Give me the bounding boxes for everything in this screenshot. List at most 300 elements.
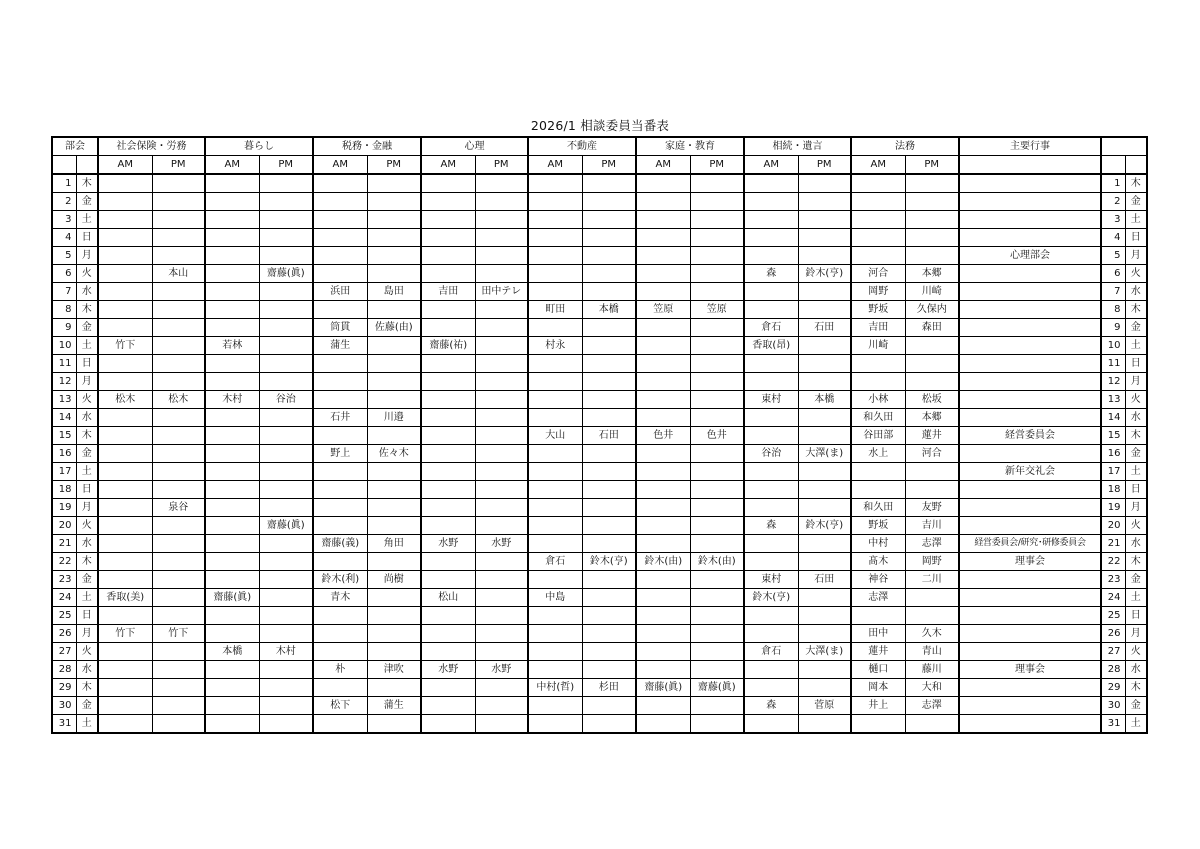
am-duty-cell <box>313 427 367 445</box>
event-cell <box>959 643 1101 661</box>
am-duty-cell <box>636 319 690 337</box>
date-cell-right: 3 <box>1101 211 1125 229</box>
page-title: 2026/1 相談委員当番表 <box>530 118 670 133</box>
pm-duty-cell <box>798 174 851 193</box>
pm-duty-cell <box>582 409 636 427</box>
pm-duty-cell: 久保内 <box>905 301 959 319</box>
pm-duty-cell <box>690 571 744 589</box>
pm-duty-cell: 鈴木(亨) <box>798 517 851 535</box>
date-cell: 3 <box>52 211 76 229</box>
weekday-cell-right: 火 <box>1125 517 1147 535</box>
category-shinri: 心理 <box>421 137 528 156</box>
weekday-cell-right: 日 <box>1125 481 1147 499</box>
date-cell: 27 <box>52 643 76 661</box>
am-duty-cell <box>98 445 152 463</box>
am-duty-cell <box>205 499 259 517</box>
am-duty-cell: 齋藤(眞) <box>205 589 259 607</box>
date-cell-right: 21 <box>1101 535 1125 553</box>
pm-duty-cell <box>475 229 528 247</box>
pm-duty-cell <box>475 445 528 463</box>
event-cell <box>959 481 1101 499</box>
am-duty-cell <box>205 445 259 463</box>
am-duty-cell <box>205 319 259 337</box>
date-cell: 18 <box>52 481 76 499</box>
am-duty-cell <box>744 535 798 553</box>
am-duty-cell <box>744 427 798 445</box>
am-duty-cell <box>851 229 905 247</box>
am-duty-cell: 筒貫 <box>313 319 367 337</box>
am-duty-cell: 吉田 <box>421 283 475 301</box>
am-duty-cell <box>636 517 690 535</box>
am-duty-cell: 蒲生 <box>313 337 367 355</box>
am-duty-cell <box>205 211 259 229</box>
am-duty-cell: 神谷 <box>851 571 905 589</box>
pm-duty-cell <box>798 283 851 301</box>
weekday-cell-right: 金 <box>1125 697 1147 715</box>
pm-duty-cell: 尚樹 <box>367 571 421 589</box>
pm-duty-cell <box>367 553 421 571</box>
am-duty-cell <box>98 481 152 499</box>
pm-duty-cell <box>475 715 528 734</box>
day-row <box>52 625 1147 643</box>
pm-duty-cell <box>582 174 636 193</box>
am-duty-cell <box>851 715 905 734</box>
am-duty-cell: 本橋 <box>205 643 259 661</box>
am-duty-cell: 朴 <box>313 661 367 679</box>
pm-duty-cell <box>367 499 421 517</box>
am-duty-cell <box>744 625 798 643</box>
weekday-cell: 日 <box>76 355 98 373</box>
am-duty-cell <box>98 697 152 715</box>
pm-duty-cell <box>475 553 528 571</box>
pm-duty-cell <box>475 643 528 661</box>
pm-duty-cell <box>367 643 421 661</box>
day-row <box>52 247 1147 265</box>
pm-duty-cell <box>690 319 744 337</box>
event-cell <box>959 373 1101 391</box>
pm-duty-cell <box>259 661 313 679</box>
am-duty-cell <box>205 553 259 571</box>
pm-duty-cell <box>259 679 313 697</box>
am-duty-cell <box>421 697 475 715</box>
am-duty-cell <box>528 211 582 229</box>
am-duty-cell <box>528 174 582 193</box>
weekday-cell: 火 <box>76 265 98 283</box>
am-header: AM <box>205 156 259 175</box>
am-duty-cell: 川崎 <box>851 337 905 355</box>
am-duty-cell <box>636 589 690 607</box>
am-duty-cell <box>528 445 582 463</box>
event-cell <box>959 445 1101 463</box>
date-cell-right: 31 <box>1101 715 1125 734</box>
pm-duty-cell <box>259 715 313 734</box>
pm-duty-cell: 川崎 <box>905 283 959 301</box>
pm-duty-cell <box>475 463 528 481</box>
pm-duty-cell <box>367 265 421 283</box>
am-duty-cell <box>636 499 690 517</box>
pm-duty-cell <box>798 427 851 445</box>
pm-duty-cell <box>259 355 313 373</box>
date-cell-right: 5 <box>1101 247 1125 265</box>
right-blank-header <box>1101 137 1147 156</box>
am-duty-cell <box>98 409 152 427</box>
pm-duty-cell <box>152 283 205 301</box>
date-cell: 25 <box>52 607 76 625</box>
am-duty-cell <box>205 174 259 193</box>
pm-duty-cell <box>259 571 313 589</box>
pm-duty-cell: 志澤 <box>905 535 959 553</box>
day-row <box>52 409 1147 427</box>
date-cell: 13 <box>52 391 76 409</box>
am-duty-cell <box>528 697 582 715</box>
pm-duty-cell <box>367 211 421 229</box>
category-fudosan: 不動産 <box>528 137 636 156</box>
day-row <box>52 589 1147 607</box>
pm-duty-cell <box>152 571 205 589</box>
pm-duty-cell <box>798 715 851 734</box>
pm-duty-cell: 泉谷 <box>152 499 205 517</box>
pm-duty-cell <box>582 391 636 409</box>
pm-duty-cell <box>582 229 636 247</box>
pm-duty-cell <box>582 265 636 283</box>
am-duty-cell: 大山 <box>528 427 582 445</box>
category-sozoku: 相続・遺言 <box>744 137 851 156</box>
am-duty-cell <box>205 283 259 301</box>
date-cell: 12 <box>52 373 76 391</box>
am-duty-cell <box>98 283 152 301</box>
am-duty-cell <box>528 607 582 625</box>
am-duty-cell <box>98 229 152 247</box>
am-duty-cell <box>98 643 152 661</box>
date-cell-right: 17 <box>1101 463 1125 481</box>
pm-duty-cell: 本山 <box>152 265 205 283</box>
pm-duty-cell: 岡野 <box>905 553 959 571</box>
am-duty-cell: 岡本 <box>851 679 905 697</box>
date-cell-right: 24 <box>1101 589 1125 607</box>
am-duty-cell <box>421 643 475 661</box>
event-cell <box>959 174 1101 193</box>
am-duty-cell <box>421 625 475 643</box>
pm-duty-cell <box>152 247 205 265</box>
am-duty-cell <box>421 319 475 337</box>
am-duty-cell <box>421 499 475 517</box>
am-duty-cell <box>205 229 259 247</box>
am-duty-cell <box>313 517 367 535</box>
am-duty-cell: 水野 <box>421 535 475 553</box>
pm-duty-cell <box>259 247 313 265</box>
pm-duty-cell: 久木 <box>905 625 959 643</box>
pm-duty-cell <box>259 535 313 553</box>
am-duty-cell: 井上 <box>851 697 905 715</box>
weekday-cell: 金 <box>76 319 98 337</box>
weekday-cell-right: 金 <box>1125 319 1147 337</box>
am-duty-cell <box>313 193 367 211</box>
event-cell <box>959 679 1101 697</box>
am-duty-cell <box>528 499 582 517</box>
day-row <box>52 193 1147 211</box>
pm-duty-cell <box>367 247 421 265</box>
am-duty-cell <box>205 571 259 589</box>
pm-duty-cell <box>690 373 744 391</box>
bukai-header: 部会 <box>52 137 98 156</box>
date-cell-right: 10 <box>1101 337 1125 355</box>
am-header: AM <box>421 156 475 175</box>
weekday-cell-right: 日 <box>1125 229 1147 247</box>
pm-duty-cell <box>152 715 205 734</box>
am-duty-cell <box>851 607 905 625</box>
weekday-cell: 火 <box>76 517 98 535</box>
am-duty-cell <box>421 391 475 409</box>
pm-duty-cell: 大澤(ま) <box>798 643 851 661</box>
am-duty-cell <box>205 373 259 391</box>
am-duty-cell <box>528 571 582 589</box>
weekday-cell: 木 <box>76 301 98 319</box>
date-cell: 9 <box>52 319 76 337</box>
am-duty-cell <box>744 247 798 265</box>
am-duty-cell: 竹下 <box>98 625 152 643</box>
pm-duty-cell <box>152 517 205 535</box>
am-header: AM <box>851 156 905 175</box>
weekday-cell: 月 <box>76 625 98 643</box>
event-cell <box>959 337 1101 355</box>
day-row <box>52 535 1147 553</box>
am-duty-cell <box>313 715 367 734</box>
am-duty-cell: 森 <box>744 697 798 715</box>
pm-duty-cell: 杉田 <box>582 679 636 697</box>
pm-duty-cell <box>798 499 851 517</box>
pm-duty-cell <box>798 607 851 625</box>
pm-duty-cell <box>475 211 528 229</box>
am-duty-cell: 中村(哲) <box>528 679 582 697</box>
pm-duty-cell <box>690 355 744 373</box>
pm-duty-cell <box>475 697 528 715</box>
event-cell <box>959 499 1101 517</box>
am-duty-cell <box>98 301 152 319</box>
pm-duty-cell: 藤川 <box>905 661 959 679</box>
pm-duty-cell <box>259 319 313 337</box>
pm-duty-cell <box>152 697 205 715</box>
am-duty-cell <box>313 499 367 517</box>
am-duty-cell <box>98 247 152 265</box>
am-duty-cell <box>98 679 152 697</box>
pm-duty-cell <box>690 337 744 355</box>
am-duty-cell: 齋藤(祐) <box>421 337 475 355</box>
pm-duty-cell <box>582 355 636 373</box>
date-cell: 6 <box>52 265 76 283</box>
pm-duty-cell: 本橋 <box>582 301 636 319</box>
am-duty-cell <box>636 643 690 661</box>
pm-duty-cell <box>475 337 528 355</box>
am-duty-cell: 齋藤(眞) <box>636 679 690 697</box>
pm-duty-cell <box>152 589 205 607</box>
pm-duty-cell: 角田 <box>367 535 421 553</box>
am-duty-cell <box>421 193 475 211</box>
date-cell-right: 20 <box>1101 517 1125 535</box>
day-row <box>52 174 1147 193</box>
am-duty-cell <box>636 355 690 373</box>
am-duty-cell <box>313 607 367 625</box>
pm-duty-cell <box>690 445 744 463</box>
am-duty-cell <box>528 355 582 373</box>
pm-duty-cell <box>582 211 636 229</box>
am-duty-cell <box>205 265 259 283</box>
pm-duty-cell <box>905 355 959 373</box>
pm-duty-cell <box>582 661 636 679</box>
events-header: 主要行事 <box>959 137 1101 156</box>
event-cell <box>959 265 1101 283</box>
pm-duty-cell <box>798 247 851 265</box>
category-kurashi: 暮らし <box>205 137 313 156</box>
pm-duty-cell: 河合 <box>905 445 959 463</box>
pm-duty-cell <box>690 697 744 715</box>
blank-date-header-right <box>1101 156 1125 175</box>
pm-duty-cell <box>798 661 851 679</box>
pm-duty-cell <box>905 373 959 391</box>
weekday-cell: 金 <box>76 445 98 463</box>
pm-duty-cell <box>690 607 744 625</box>
pm-duty-cell <box>367 481 421 499</box>
pm-duty-cell <box>798 355 851 373</box>
am-duty-cell: 河合 <box>851 265 905 283</box>
pm-duty-cell <box>367 625 421 643</box>
am-duty-cell <box>205 679 259 697</box>
weekday-cell: 火 <box>76 391 98 409</box>
pm-duty-cell <box>367 517 421 535</box>
am-duty-cell <box>851 193 905 211</box>
am-header: AM <box>636 156 690 175</box>
pm-duty-cell <box>690 409 744 427</box>
am-duty-cell: 倉石 <box>744 319 798 337</box>
pm-duty-cell <box>690 661 744 679</box>
pm-duty-cell: 石田 <box>582 427 636 445</box>
day-row <box>52 553 1147 571</box>
am-duty-cell <box>98 265 152 283</box>
pm-duty-cell <box>259 193 313 211</box>
am-duty-cell <box>205 535 259 553</box>
pm-duty-cell <box>152 463 205 481</box>
pm-duty-cell: 佐藤(由) <box>367 319 421 337</box>
am-duty-cell <box>636 535 690 553</box>
am-duty-cell <box>421 229 475 247</box>
am-duty-cell: 青木 <box>313 589 367 607</box>
pm-duty-cell <box>259 301 313 319</box>
event-cell <box>959 301 1101 319</box>
event-cell: 理事会 <box>959 661 1101 679</box>
weekday-cell: 月 <box>76 373 98 391</box>
pm-duty-cell: 鈴木(由) <box>690 553 744 571</box>
pm-header: PM <box>152 156 205 175</box>
pm-duty-cell: 本橋 <box>798 391 851 409</box>
pm-duty-cell <box>690 589 744 607</box>
am-duty-cell <box>528 463 582 481</box>
date-cell: 5 <box>52 247 76 265</box>
day-row <box>52 229 1147 247</box>
date-cell-right: 18 <box>1101 481 1125 499</box>
day-row <box>52 661 1147 679</box>
pm-duty-cell <box>475 427 528 445</box>
am-duty-cell: 森 <box>744 265 798 283</box>
pm-duty-cell <box>475 355 528 373</box>
am-duty-cell <box>636 409 690 427</box>
pm-header: PM <box>259 156 313 175</box>
am-duty-cell <box>636 229 690 247</box>
am-duty-cell: 水野 <box>421 661 475 679</box>
am-duty-cell <box>98 427 152 445</box>
pm-duty-cell: 鈴木(亨) <box>798 265 851 283</box>
pm-duty-cell <box>798 229 851 247</box>
pm-duty-cell: 志澤 <box>905 697 959 715</box>
pm-duty-cell: 菅原 <box>798 697 851 715</box>
event-cell: 経営委員会 <box>959 427 1101 445</box>
pm-duty-cell: 松木 <box>152 391 205 409</box>
category-zeimu: 税務・金融 <box>313 137 421 156</box>
event-cell <box>959 211 1101 229</box>
pm-duty-cell <box>582 319 636 337</box>
am-duty-cell: 野坂 <box>851 517 905 535</box>
am-duty-cell <box>528 625 582 643</box>
weekday-cell-right: 月 <box>1125 247 1147 265</box>
pm-duty-cell <box>798 625 851 643</box>
am-duty-cell: 吉田 <box>851 319 905 337</box>
am-duty-cell: 石井 <box>313 409 367 427</box>
weekday-cell-right: 金 <box>1125 571 1147 589</box>
am-duty-cell <box>528 229 582 247</box>
am-duty-cell <box>636 265 690 283</box>
pm-duty-cell <box>582 481 636 499</box>
am-duty-cell <box>636 463 690 481</box>
pm-duty-cell <box>905 481 959 499</box>
pm-duty-cell <box>152 679 205 697</box>
am-duty-cell <box>636 283 690 301</box>
pm-duty-cell <box>475 409 528 427</box>
pm-duty-cell <box>259 589 313 607</box>
am-duty-cell <box>744 301 798 319</box>
pm-duty-cell: 石田 <box>798 319 851 337</box>
am-duty-cell <box>636 715 690 734</box>
am-duty-cell <box>98 463 152 481</box>
date-cell: 26 <box>52 625 76 643</box>
event-cell: 理事会 <box>959 553 1101 571</box>
date-cell-right: 4 <box>1101 229 1125 247</box>
pm-duty-cell <box>582 697 636 715</box>
weekday-cell: 月 <box>76 499 98 517</box>
pm-duty-cell <box>690 229 744 247</box>
am-header: AM <box>744 156 798 175</box>
am-duty-cell: 和久田 <box>851 499 905 517</box>
day-row <box>52 283 1147 301</box>
am-duty-cell <box>528 265 582 283</box>
weekday-cell-right: 金 <box>1125 445 1147 463</box>
am-duty-cell <box>636 661 690 679</box>
am-duty-cell <box>636 337 690 355</box>
am-duty-cell <box>744 481 798 499</box>
am-duty-cell <box>636 481 690 499</box>
am-duty-cell: 竹下 <box>98 337 152 355</box>
pm-duty-cell <box>905 607 959 625</box>
pm-duty-cell <box>905 211 959 229</box>
pm-duty-cell <box>367 193 421 211</box>
pm-duty-cell <box>152 661 205 679</box>
pm-duty-cell <box>798 463 851 481</box>
day-row <box>52 211 1147 229</box>
day-row <box>52 643 1147 661</box>
am-duty-cell <box>313 553 367 571</box>
pm-duty-cell <box>798 481 851 499</box>
am-duty-cell <box>421 373 475 391</box>
pm-duty-cell <box>798 679 851 697</box>
date-cell: 24 <box>52 589 76 607</box>
am-duty-cell <box>744 463 798 481</box>
